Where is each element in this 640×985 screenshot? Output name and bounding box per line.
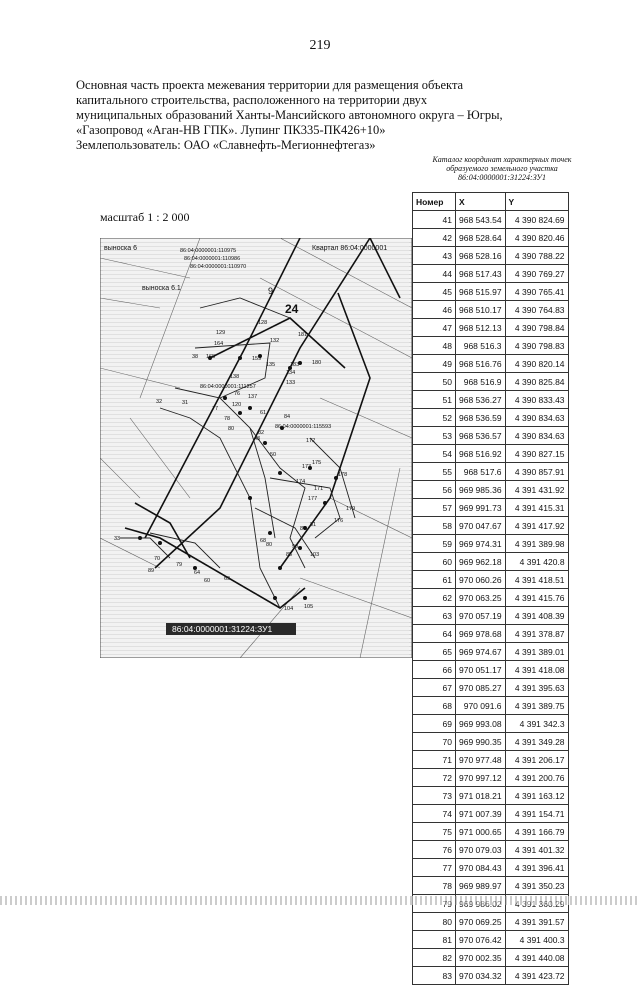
cell-x: 968 512.13: [456, 319, 506, 337]
cell-x: 970 034.32: [456, 967, 506, 985]
cell-y: 4 391 389.98: [505, 535, 568, 553]
cell-number: 61: [413, 571, 456, 589]
cell-y: 4 391 350.23: [505, 877, 568, 895]
point-label: 176: [334, 518, 344, 524]
cell-number: 49: [413, 355, 456, 373]
cell-x: 970 079.03: [456, 841, 506, 859]
point-label: 138: [230, 374, 240, 380]
cell-x: 971 000.65: [456, 823, 506, 841]
cell-x: 970 977.48: [456, 751, 506, 769]
point-label: 129: [216, 330, 226, 336]
cell-y: 4 391 431.92: [505, 481, 568, 499]
point-label: 183: [290, 362, 300, 368]
table-row: [413, 859, 569, 877]
table-row: [413, 337, 569, 355]
cell-number: 67: [413, 679, 456, 697]
cell-x: 968 517.43: [456, 265, 506, 283]
cell-x: 968 516.9: [456, 373, 506, 391]
point-label: 64: [194, 570, 201, 576]
table-row: [413, 643, 569, 661]
coordinates-table-body: [413, 211, 569, 985]
caption-line: Каталог координат характерных точек: [432, 155, 572, 164]
table-row: [413, 391, 569, 409]
cell-number: 81: [413, 931, 456, 949]
cell-x: 968 536.27: [456, 391, 506, 409]
table-row: [413, 697, 569, 715]
contour-label: 9: [268, 286, 274, 296]
land-user-line: Землепользователь: ОАО «Славнефть-Мегионнефтегаз»: [76, 138, 376, 152]
point-label: 80: [266, 542, 273, 548]
table-row: [413, 481, 569, 499]
table-row: [413, 445, 569, 463]
cell-y: 4 391 349.28: [505, 733, 568, 751]
point-label: 70: [154, 556, 161, 562]
cell-number: 51: [413, 391, 456, 409]
point-label: 77: [212, 406, 219, 412]
point-label: 60: [204, 578, 211, 584]
table-row: [413, 499, 569, 517]
cell-number: 75: [413, 823, 456, 841]
cell-number: 53: [413, 427, 456, 445]
table-row: [413, 913, 569, 931]
point-label: 78: [224, 416, 231, 422]
table-row: [413, 841, 569, 859]
parcel-label: 86:04:0000001:110975: [180, 248, 237, 254]
cell-number: 74: [413, 805, 456, 823]
table-row: [413, 517, 569, 535]
cell-number: 45: [413, 283, 456, 301]
table-row: [413, 427, 569, 445]
cell-number: 60: [413, 553, 456, 571]
cell-number: 69: [413, 715, 456, 733]
caption-line: образуемого земельного участка: [446, 164, 558, 173]
cell-number: 62: [413, 589, 456, 607]
cell-y: 4 391 378.87: [505, 625, 568, 643]
coordinates-table: [412, 192, 569, 985]
cell-x: 970 091.6: [456, 697, 506, 715]
cell-x: 970 057.19: [456, 607, 506, 625]
cell-number: 65: [413, 643, 456, 661]
table-row: [413, 805, 569, 823]
column-header-x: X: [456, 193, 506, 211]
point-label: 137: [248, 394, 258, 400]
cell-number: 72: [413, 769, 456, 787]
point-label: 174: [296, 479, 306, 485]
table-row: [413, 715, 569, 733]
cell-y: 4 391 389.75: [505, 697, 568, 715]
point-label: 178: [338, 472, 348, 478]
cell-number: 48: [413, 337, 456, 355]
point-label: 33: [114, 536, 121, 542]
cell-y: 4 391 417.92: [505, 517, 568, 535]
cell-x: 968 516.3: [456, 337, 506, 355]
quarter-label: Квартал 86:04:0000001: [312, 245, 388, 252]
cell-x: 968 517.6: [456, 463, 506, 481]
point-label: 68: [260, 538, 267, 544]
cell-x: 969 985.36: [456, 481, 506, 499]
table-row: [413, 949, 569, 967]
point-label: 132: [270, 338, 280, 344]
cell-x: 969 978.68: [456, 625, 506, 643]
parcel-label: 86:04:0000001:111257: [200, 384, 256, 390]
callout-label: выноска 6: [104, 245, 137, 252]
title-line: Основная часть проекта межевания территории для размещения объекта: [76, 78, 464, 92]
cell-number: 59: [413, 535, 456, 553]
callout-label: выноска 6.1: [142, 285, 181, 292]
cell-y: 4 391 415.31: [505, 499, 568, 517]
point-label: 159: [252, 356, 262, 362]
cell-x: 970 051.17: [456, 661, 506, 679]
point-label: 172: [306, 438, 316, 444]
page-number: 219: [309, 38, 331, 53]
point-label: 164: [214, 341, 224, 347]
cell-y: 4 391 206.17: [505, 751, 568, 769]
point-label: 173: [302, 464, 312, 470]
cell-number: 55: [413, 463, 456, 481]
table-row: [413, 211, 569, 229]
cell-x: 968 528.16: [456, 247, 506, 265]
point-label: 135: [266, 362, 276, 368]
cell-number: 66: [413, 661, 456, 679]
cell-x: 969 991.73: [456, 499, 506, 517]
cell-y: 4 391 420.8: [505, 553, 568, 571]
cell-number: 68: [413, 697, 456, 715]
cell-y: 4 391 408.39: [505, 607, 568, 625]
cell-x: 971 018.21: [456, 787, 506, 805]
point-label: 103: [310, 552, 320, 558]
cell-y: 4 390 788.22: [505, 247, 568, 265]
point-label: 32: [156, 399, 163, 405]
title-line: капитального строительства, расположенного на территории двух: [76, 93, 428, 107]
table-row: [413, 319, 569, 337]
cell-y: 4 390 765.41: [505, 283, 568, 301]
cell-x: 970 002.35: [456, 949, 506, 967]
cell-number: 83: [413, 967, 456, 985]
cell-x: 969 962.18: [456, 553, 506, 571]
point-label: 82: [258, 430, 265, 436]
cell-number: 42: [413, 229, 456, 247]
table-row: [413, 283, 569, 301]
cell-y: 4 391 400.3: [505, 931, 568, 949]
point-label: 43: [254, 436, 261, 442]
cell-number: 50: [413, 373, 456, 391]
cell-x: 970 047.67: [456, 517, 506, 535]
cell-x: 968 515.97: [456, 283, 506, 301]
table-row: [413, 877, 569, 895]
cell-y: 4 391 418.08: [505, 661, 568, 679]
cell-x: 968 516.92: [456, 445, 506, 463]
table-row: [413, 751, 569, 769]
table-row: [413, 355, 569, 373]
survey-map-drawing: [100, 238, 412, 658]
cell-y: 4 391 200.76: [505, 769, 568, 787]
cell-y: 4 391 396.41: [505, 859, 568, 877]
point-label: 89: [148, 568, 155, 574]
cell-x: 969 990.35: [456, 733, 506, 751]
cell-x: 970 060.26: [456, 571, 506, 589]
cell-y: 4 390 833.43: [505, 391, 568, 409]
cell-y: 4 391 342.3: [505, 715, 568, 733]
point-label: 81: [310, 522, 317, 528]
point-label: 181: [298, 332, 308, 338]
cell-y: 4 390 798.84: [505, 319, 568, 337]
cell-x: 970 085.27: [456, 679, 506, 697]
cell-x: 968 536.59: [456, 409, 506, 427]
cell-x: 969 989.97: [456, 877, 506, 895]
cell-number: 76: [413, 841, 456, 859]
point-label: 90: [292, 544, 299, 550]
cell-number: 71: [413, 751, 456, 769]
cell-number: 77: [413, 859, 456, 877]
cell-y: 4 391 418.51: [505, 571, 568, 589]
cell-number: 82: [413, 949, 456, 967]
column-header-number: Номер: [413, 193, 456, 211]
parcel-label: 86:04:0000001:110970: [190, 264, 247, 270]
cell-x: 969 974.31: [456, 535, 506, 553]
point-label: 128: [258, 320, 268, 326]
cell-number: 43: [413, 247, 456, 265]
cell-number: 46: [413, 301, 456, 319]
point-label: 177: [308, 496, 318, 502]
cell-number: 58: [413, 517, 456, 535]
table-row: [413, 229, 569, 247]
cell-x: 968 536.57: [456, 427, 506, 445]
cell-x: 970 076.42: [456, 931, 506, 949]
title-line: «Газопровод «Аган-НВ ГПК». Лупинг ПК335-ПК426+10»: [76, 123, 386, 137]
point-label: 104: [284, 606, 294, 612]
point-label: 87: [300, 526, 307, 532]
cell-x: 968 528.64: [456, 229, 506, 247]
cell-y: 4 390 798.83: [505, 337, 568, 355]
cell-y: 4 391 391.57: [505, 913, 568, 931]
cell-y: 4 390 769.27: [505, 265, 568, 283]
cell-x: 970 084.43: [456, 859, 506, 877]
cell-number: 52: [413, 409, 456, 427]
scan-edge: [0, 896, 640, 905]
point-label: 50: [270, 452, 277, 458]
point-label: 61: [260, 410, 267, 416]
cell-y: 4 390 820.14: [505, 355, 568, 373]
cell-x: 968 543.54: [456, 211, 506, 229]
cell-x: 971 007.39: [456, 805, 506, 823]
cell-y: 4 391 395.63: [505, 679, 568, 697]
cell-y: 4 391 154.71: [505, 805, 568, 823]
cell-y: 4 390 857.91: [505, 463, 568, 481]
cell-number: 57: [413, 499, 456, 517]
cell-number: 54: [413, 445, 456, 463]
table-row: [413, 787, 569, 805]
cell-number: 70: [413, 733, 456, 751]
cell-x: 970 997.12: [456, 769, 506, 787]
cell-y: 4 391 415.76: [505, 589, 568, 607]
point-label: 175: [312, 460, 322, 466]
cell-y: 4 391 163.12: [505, 787, 568, 805]
table-row: [413, 553, 569, 571]
scale-label: масштаб 1 : 2 000: [100, 210, 190, 224]
table-row: [413, 733, 569, 751]
survey-map: [100, 238, 412, 658]
cell-number: 56: [413, 481, 456, 499]
point-label: 171: [314, 486, 324, 492]
point-label: 69: [224, 576, 231, 582]
cell-number: 78: [413, 877, 456, 895]
cell-number: 47: [413, 319, 456, 337]
point-label: 79: [176, 562, 183, 568]
table-header-row: [413, 193, 569, 211]
cell-number: 63: [413, 607, 456, 625]
cell-y: 4 391 401.32: [505, 841, 568, 859]
cell-y: 4 391 440.08: [505, 949, 568, 967]
table-row: [413, 607, 569, 625]
point-label: 120: [232, 402, 242, 408]
cell-x: 968 516.76: [456, 355, 506, 373]
caption-line: 86:04:0000001:31224:ЗУ1: [458, 173, 546, 182]
cell-x: 968 510.17: [456, 301, 506, 319]
point-label: 85: [286, 552, 293, 558]
point-label: 76: [234, 391, 241, 397]
cell-y: 4 390 834.63: [505, 427, 568, 445]
cell-x: 969 993.08: [456, 715, 506, 733]
point-label: 180: [312, 360, 322, 366]
point-label: 165: [206, 354, 216, 360]
table-row: [413, 769, 569, 787]
cell-y: 4 390 827.15: [505, 445, 568, 463]
cell-number: 64: [413, 625, 456, 643]
table-row: [413, 931, 569, 949]
cell-x: 970 063.25: [456, 589, 506, 607]
parcel-label: 86:04:0000001:115593: [275, 424, 332, 430]
plot-id-label: 86:04:0000001:31224:ЗУ1: [172, 624, 273, 634]
document-title: [76, 78, 536, 153]
column-header-y: Y: [505, 193, 568, 211]
point-label: 84: [284, 414, 291, 420]
table-row: [413, 373, 569, 391]
cell-y: 4 390 824.69: [505, 211, 568, 229]
table-row: [413, 265, 569, 283]
table-row: [413, 823, 569, 841]
cell-y: 4 390 825.84: [505, 373, 568, 391]
point-label: 134: [286, 370, 296, 376]
cell-number: 73: [413, 787, 456, 805]
point-label: 38: [192, 354, 199, 360]
cell-x: 969 974.67: [456, 643, 506, 661]
table-row: [413, 571, 569, 589]
cell-y: 4 390 820.46: [505, 229, 568, 247]
catalog-caption: [412, 155, 592, 182]
contour-label: 24: [285, 302, 299, 316]
table-row: [413, 679, 569, 697]
cell-x: 970 069.25: [456, 913, 506, 931]
table-row: [413, 301, 569, 319]
table-row: [413, 535, 569, 553]
point-label: 31: [182, 400, 189, 406]
parcel-label: 86:04:0000001:110986: [184, 256, 241, 262]
table-row: [413, 589, 569, 607]
title-line: муниципальных образований Ханты-Мансийского автономного округа – Югры,: [76, 108, 503, 122]
cell-number: 44: [413, 265, 456, 283]
point-label: 133: [286, 380, 296, 386]
cell-number: 80: [413, 913, 456, 931]
table-row: [413, 463, 569, 481]
cell-y: 4 390 764.83: [505, 301, 568, 319]
cell-y: 4 391 166.79: [505, 823, 568, 841]
cell-y: 4 391 389.01: [505, 643, 568, 661]
table-row: [413, 247, 569, 265]
cell-number: 41: [413, 211, 456, 229]
cell-y: 4 390 834.63: [505, 409, 568, 427]
point-label: 179: [346, 506, 356, 512]
table-row: [413, 661, 569, 679]
point-label: 80: [228, 426, 235, 432]
table-row: [413, 409, 569, 427]
table-row: [413, 625, 569, 643]
point-label: 105: [304, 604, 314, 610]
table-row: [413, 967, 569, 985]
cell-y: 4 391 423.72: [505, 967, 568, 985]
